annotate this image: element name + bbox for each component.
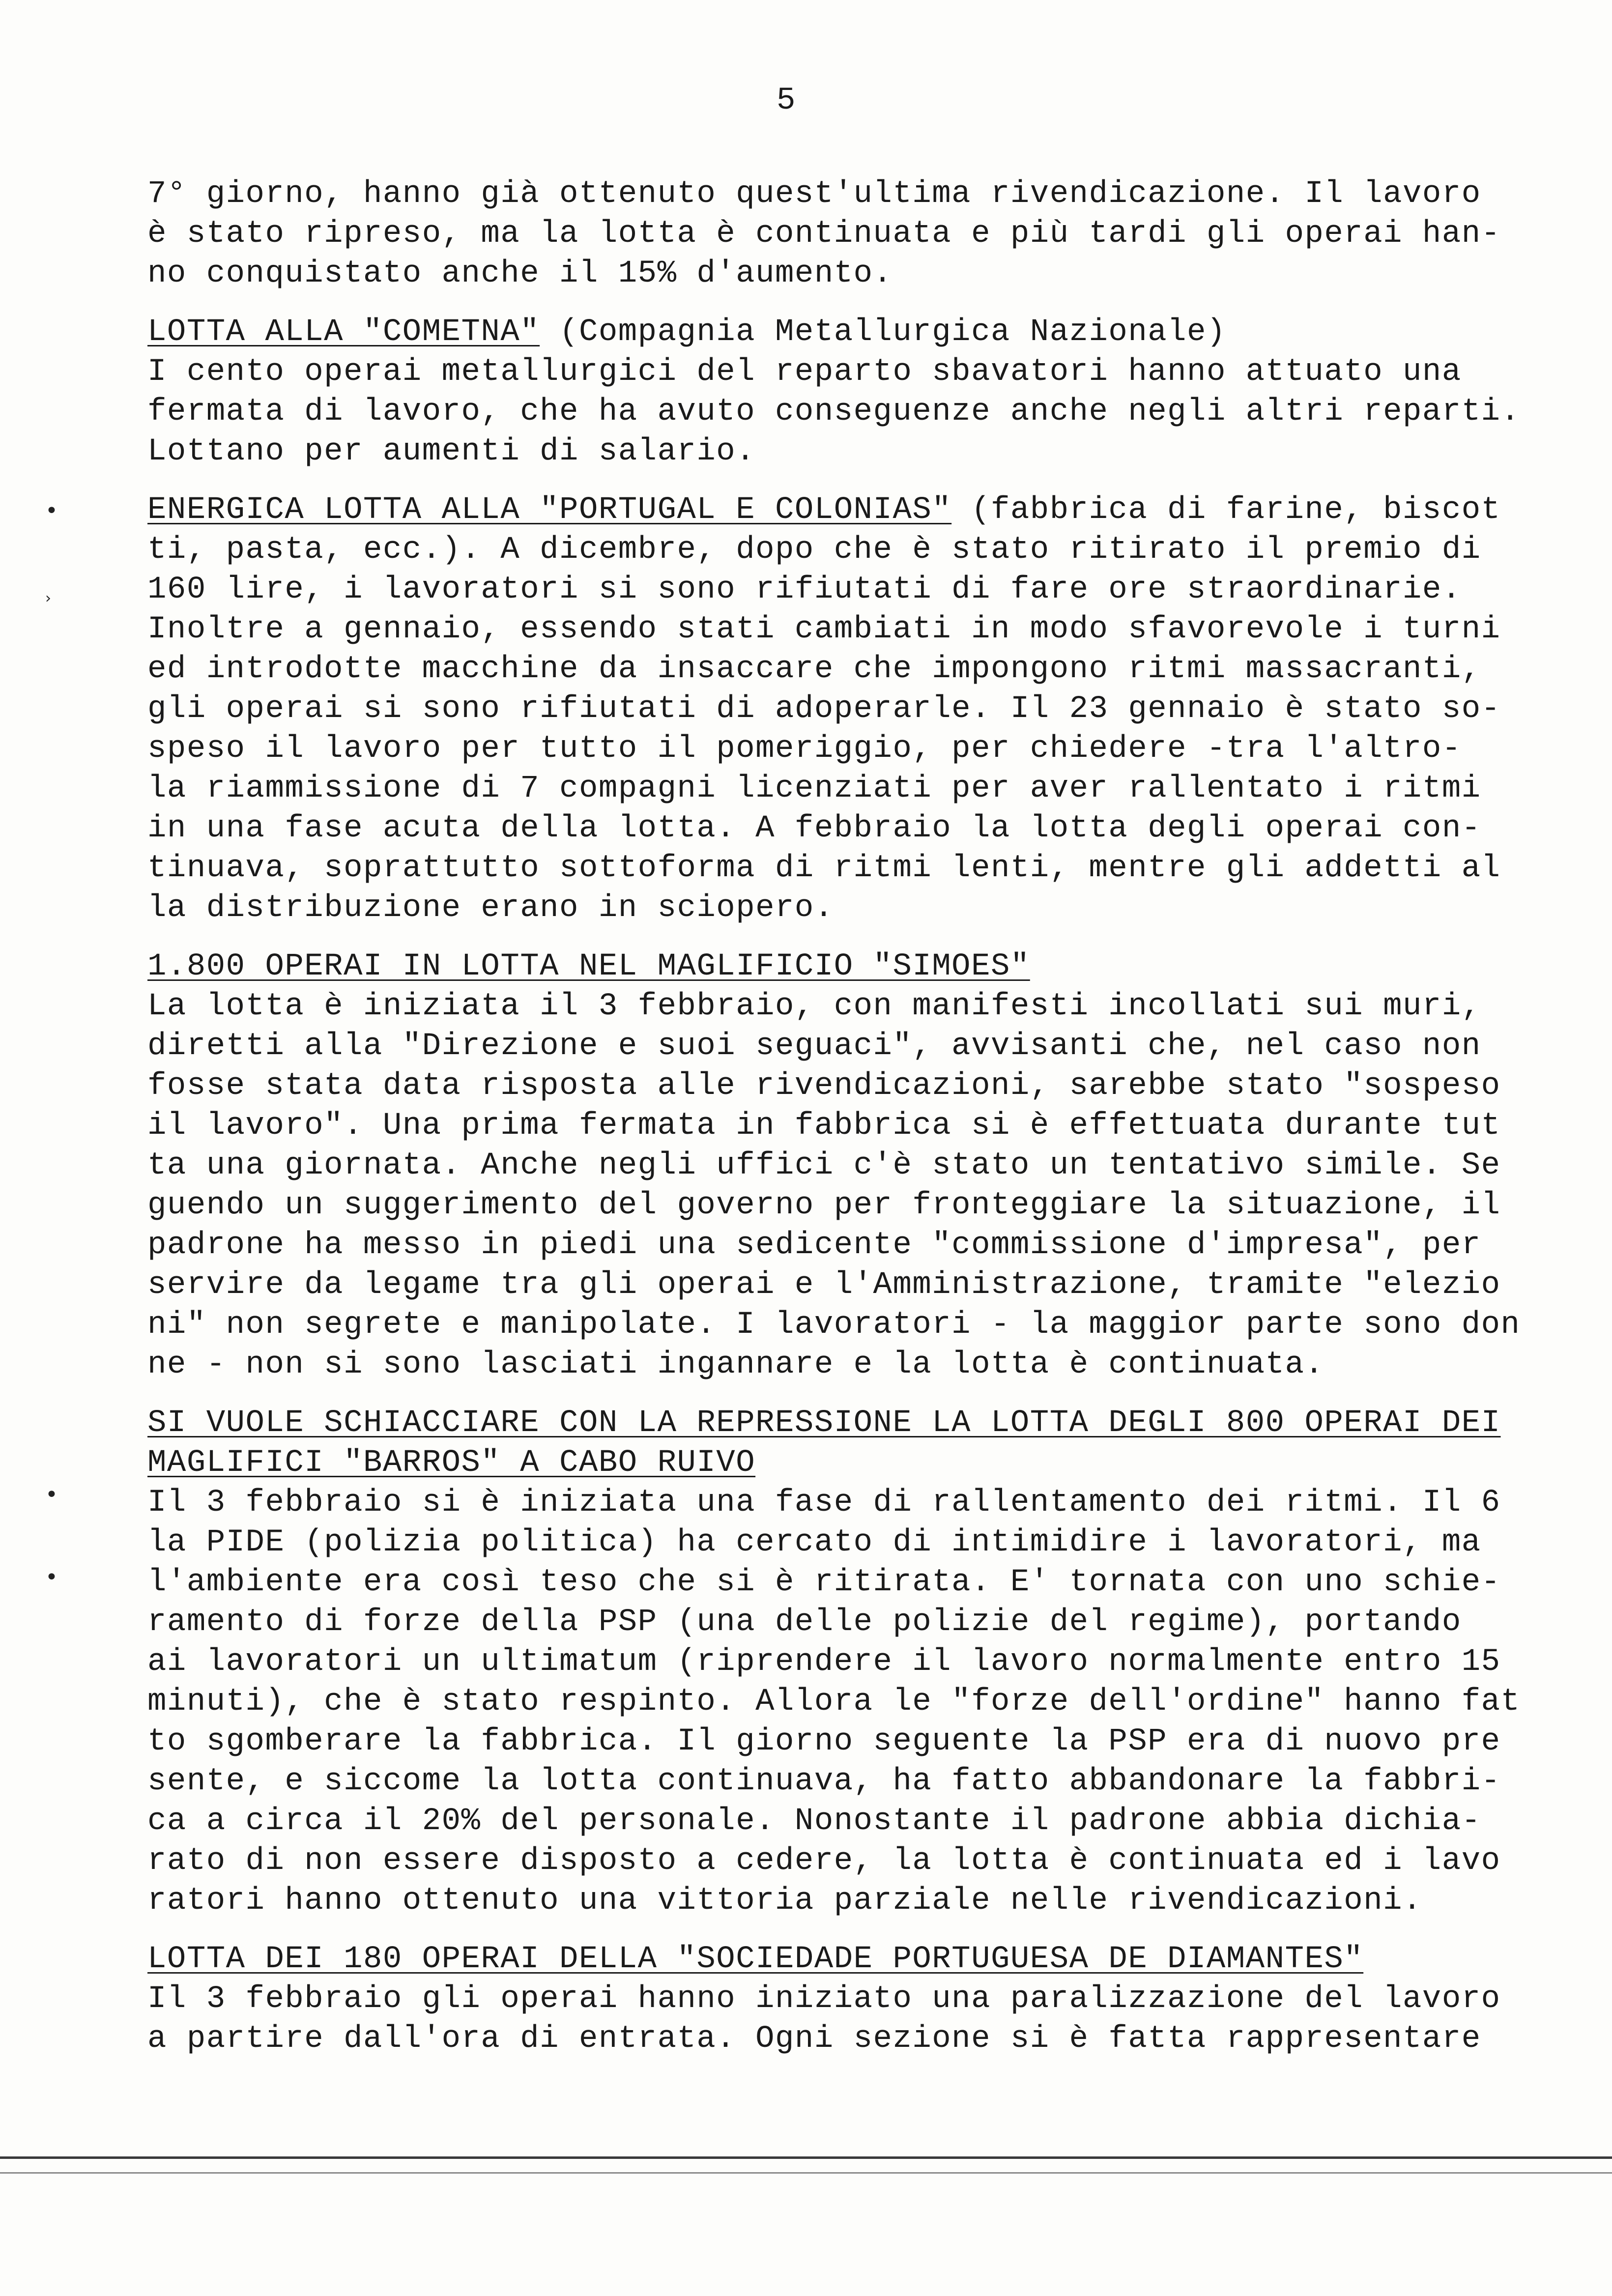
heading-underlined: MAGLIFICI "BARROS" A CABO RUIVO [147, 1445, 756, 1481]
margin-mark: • [45, 1482, 58, 1507]
section-portugal-e-colonias [147, 490, 1524, 928]
text-line: to sgomberare la fabbrica. Il giorno seguente la PSP era di nuovo pre [147, 1724, 1501, 1759]
text-line: guendo un suggerimento del governo per fronteggiare la situazione, il [147, 1188, 1501, 1223]
text-line: è stato ripreso, ma la lotta è continuata e più tardi gli operai han- [147, 216, 1501, 252]
document-body [147, 174, 1524, 2059]
intro-paragraph [147, 174, 1524, 294]
text-line: a partire dall'ora di entrata. Ogni sezione si è fatta rappresentare [147, 2021, 1481, 2057]
heading-underlined: LOTTA DEI 180 OPERAI DELLA "SOCIEDADE PORTUGUESA DE DIAMANTES" [147, 1942, 1364, 1977]
margin-mark: • [45, 498, 58, 523]
section-heading [147, 1404, 1524, 1443]
text-line: diretti alla "Direzione e suoi seguaci", avvisanti che, nel caso non [147, 1029, 1481, 1064]
text-line: fermata di lavoro, che ha avuto conseguenze anche negli altri reparti. [147, 394, 1521, 430]
heading-rest: (fabbrica di farine, biscot [951, 492, 1501, 528]
bottom-divider [0, 2156, 1612, 2159]
text-line: speso il lavoro per tutto il pomeriggio, per chiedere -tra l'altro- [147, 731, 1462, 767]
text-line: Il 3 febbraio gli operai hanno iniziato una paralizzazione del lavoro [147, 1981, 1501, 2017]
heading-rest: (Compagnia Metallurgica Nazionale) [540, 315, 1226, 350]
text-line: il lavoro". Una prima fermata in fabbrica si è effettuata durante tut [147, 1108, 1501, 1144]
text-line: 7° giorno, hanno già ottenuto quest'ultima rivendicazione. Il lavoro [147, 176, 1481, 212]
text-line: ramento di forze della PSP (una delle polizie del regime), portando [147, 1605, 1462, 1640]
text-line: ai lavoratori un ultimatum (riprendere il lavoro normalmente entro 15 [147, 1644, 1501, 1680]
section-heading [147, 1940, 1524, 1980]
text-line: la riammissione di 7 compagni licenziati per aver rallentato i ritmi [147, 771, 1481, 806]
page-number: 5 [777, 83, 796, 118]
section-heading [147, 947, 1524, 987]
text-line: ta una giornata. Anche negli uffici c'è stato un tentativo simile. Se [147, 1148, 1501, 1183]
text-line: ne - non si sono lasciati ingannare e la lotta è continuata. [147, 1347, 1324, 1382]
text-line: tinuava, soprattutto sottoforma di ritmi lenti, mentre gli addetti al [147, 851, 1501, 886]
bottom-divider-secondary [0, 2172, 1612, 2174]
heading-underlined: SI VUOLE SCHIACCIARE CON LA REPRESSIONE LA LOTTA DEGLI 800 OPERAI DEI [147, 1406, 1501, 1441]
text-line: l'ambiente era così teso che si è ritirata. E' tornata con uno schie- [147, 1565, 1501, 1600]
text-line: ti, pasta, ecc.). A dicembre, dopo che è stato ritirato il premio di [147, 532, 1481, 568]
text-line: minuti), che è stato respinto. Allora le "forze dell'ordine" hanno fat [147, 1684, 1521, 1720]
text-line: I cento operai metallurgici del reparto sbavatori hanno attuato una [147, 354, 1462, 390]
text-line: no conquistato anche il 15% d'aumento. [147, 256, 893, 291]
text-line: in una fase acuta della lotta. A febbraio la lotta degli operai con- [147, 811, 1481, 846]
heading-underlined: LOTTA ALLA "COMETNA" [147, 315, 540, 350]
section-heading-cont [147, 1443, 1524, 1483]
text-line: 160 lire, i lavoratori si sono rifiutati di fare ore straordinarie. [147, 572, 1462, 607]
text-line: sente, e siccome la lotta continuava, ha fatto abbandonare la fabbri- [147, 1764, 1501, 1799]
text-line: ca a circa il 20% del personale. Nonostante il padrone abbia dichia- [147, 1804, 1481, 1839]
text-line: ni" non segrete e manipolate. I lavoratori - la maggior parte sono don [147, 1307, 1521, 1343]
text-line: gli operai si sono rifiutati di adoperarle. Il 23 gennaio è stato so- [147, 691, 1501, 727]
heading-underlined: 1.800 OPERAI IN LOTTA NEL MAGLIFICIO "SIMOES" [147, 949, 1030, 984]
text-line: Lottano per aumenti di salario. [147, 434, 756, 469]
heading-underlined: ENERGICA LOTTA ALLA "PORTUGAL E COLONIAS" [147, 492, 952, 528]
text-line: Il 3 febbraio si è iniziata una fase di rallentamento dei ritmi. Il 6 [147, 1485, 1501, 1521]
margin-mark: • [45, 1565, 58, 1590]
section-simoes [147, 947, 1524, 1385]
text-line: fosse stata data risposta alle rivendicazioni, sarebbe stato "sospeso [147, 1068, 1501, 1104]
section-heading [147, 490, 1524, 530]
text-line: la PIDE (polizia politica) ha cercato di intimidire i lavoratori, ma [147, 1525, 1481, 1560]
text-line: servire da legame tra gli operai e l'Amministrazione, tramite "elezio [147, 1267, 1501, 1303]
section-diamantes [147, 1940, 1524, 2059]
text-line: ed introdotte macchine da insaccare che impongono ritmi massacranti, [147, 652, 1481, 687]
text-line: ratori hanno ottenuto una vittoria parziale nelle rivendicazioni. [147, 1883, 1422, 1919]
text-line: Inoltre a gennaio, essendo stati cambiati in modo sfavorevole i turni [147, 612, 1501, 647]
text-line: padrone ha messo in piedi una sedicente "commissione d'impresa", per [147, 1228, 1481, 1263]
section-barros [147, 1404, 1524, 1921]
margin-mark: › [45, 590, 51, 607]
section-cometna [147, 313, 1524, 472]
text-line: La lotta è iniziata il 3 febbraio, con manifesti incollati sui muri, [147, 989, 1481, 1024]
text-line: rato di non essere disposto a cedere, la lotta è continuata ed i lavo [147, 1843, 1501, 1879]
text-line: la distribuzione erano in sciopero. [147, 890, 834, 926]
section-heading [147, 313, 1524, 352]
